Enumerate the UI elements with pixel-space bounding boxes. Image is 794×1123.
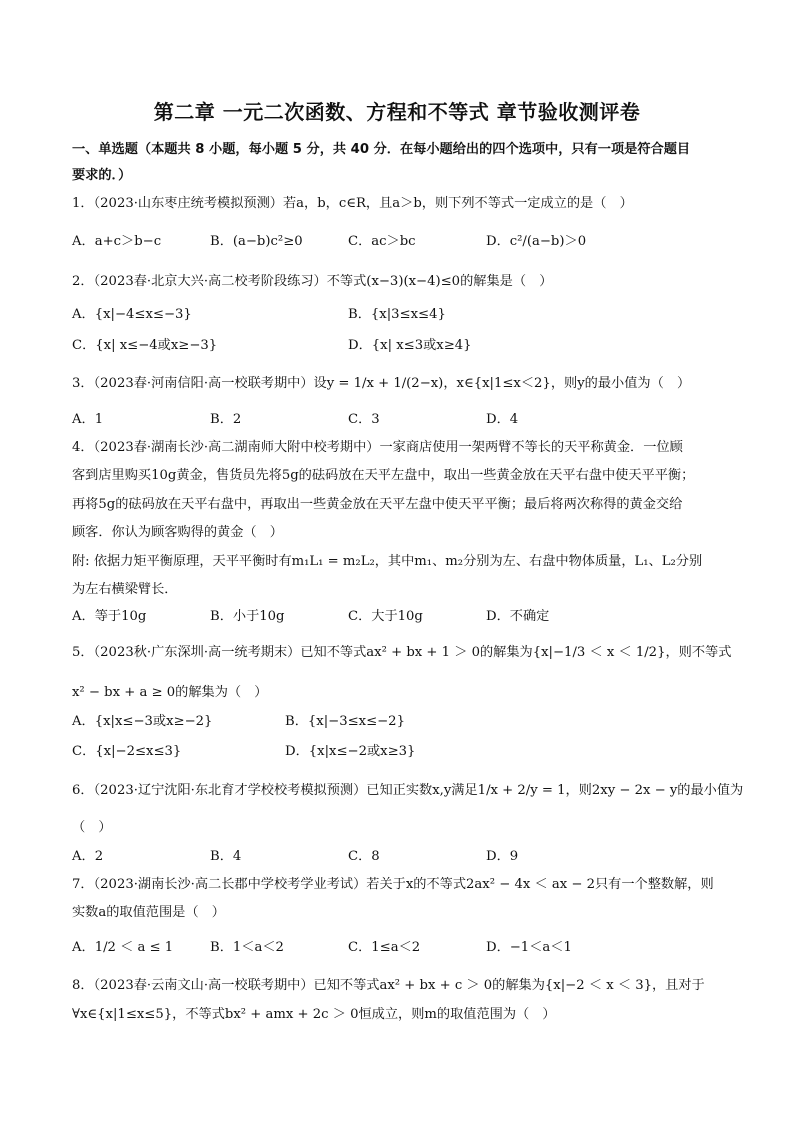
q1-option-c: C．ac＞bc bbox=[348, 234, 416, 249]
question-6-line-1: 6．（2023·辽宁沈阳·东北育才学校校考模拟预测）已知正实数x,y满足1/x + 2/y = 1，则2xy − 2x − y的最小值为 bbox=[72, 783, 744, 798]
q4-option-a: A．等于10g bbox=[72, 609, 147, 624]
q5-option-b: B．{x|−3≤x≤−2} bbox=[285, 714, 405, 729]
q6-option-b: B．4 bbox=[210, 849, 242, 864]
q5-option-c: C．{x|−2≤x≤3} bbox=[72, 744, 182, 759]
q3-option-d: D．4 bbox=[486, 412, 519, 427]
question-4-line-3: 再将5g的砝码放在天平右盘中，再取出一些黄金放在天平左盘中使天平平衡；最后将两次称得的黄金交给 bbox=[72, 497, 683, 512]
question-8-line-1: 8．（2023春·云南文山·高一校联考期中）已知不等式ax² + bx + c ＞ 0的解集为{x|−2 ＜ x ＜ 3}，且对于 bbox=[72, 978, 705, 993]
q1-option-a: A．a+c＞b−c bbox=[72, 234, 162, 249]
question-4-note-line-2: 为左右横梁臂长． bbox=[72, 582, 178, 597]
question-3-stem: 3．（2023春·河南信阳·高一校联考期中）设y = 1/x + 1/(2−x)，x∈{x|1≤x＜2}，则y的最小值为（ ） bbox=[72, 376, 691, 391]
q7-option-a: A．1/2 ＜ a ≤ 1 bbox=[72, 940, 174, 955]
q2-option-d: D．{x| x≤3或x≥4} bbox=[348, 338, 472, 353]
q5-option-a: A．{x|x≤−3或x≥−2} bbox=[72, 714, 213, 729]
question-2-stem: 2．（2023春·北京大兴·高二校考阶段练习）不等式(x−3)(x−4)≤0的解集是（ ） bbox=[72, 274, 553, 289]
q3-option-c: C．3 bbox=[348, 412, 380, 427]
question-7-line-1: 7．（2023·湖南长沙·高二长郡中学校考学业考试）若关于x的不等式2ax² − 4x ＜ ax − 2只有一个整数解，则 bbox=[72, 877, 714, 892]
q2-option-b: B．{x|3≤x≤4} bbox=[348, 307, 446, 322]
question-7-line-2: 实数a的取值范围是（ ） bbox=[72, 905, 225, 920]
q4-option-b: B．小于10g bbox=[210, 609, 285, 624]
page-title: 第二章 一元二次函数、方程和不等式 章节验收测评卷 bbox=[153, 100, 641, 124]
q3-option-a: A．1 bbox=[72, 412, 104, 427]
q7-option-c: C．1≤a＜2 bbox=[348, 940, 421, 955]
q7-option-d: D．−1＜a＜1 bbox=[486, 940, 572, 955]
question-4-line-1: 4．（2023春·湖南长沙·高二湖南师大附中校考期中）一家商店使用一架两臂不等长的天平称黄金．一位顾 bbox=[72, 440, 683, 455]
q1-option-d: D．c²/(a−b)＞0 bbox=[486, 234, 587, 249]
q7-option-b: B．1＜a＜2 bbox=[210, 940, 284, 955]
question-4-line-4: 顾客．你认为顾客购得的黄金（ ） bbox=[72, 525, 283, 540]
q1-option-b: B．(a−b)c²≥0 bbox=[210, 234, 303, 249]
question-1-stem: 1．（2023·山东枣庄统考模拟预测）若a，b，c∈R，且a＞b，则下列不等式一定成立的是（ ） bbox=[72, 196, 633, 211]
q5-option-d: D．{x|x≤−2或x≥3} bbox=[285, 744, 416, 759]
q6-option-a: A．2 bbox=[72, 849, 104, 864]
question-8-line-2: ∀x∈{x|1≤x≤5}，不等式bx² + amx + 2c ＞ 0恒成立，则m的取值范围为（ ） bbox=[72, 1007, 556, 1022]
q6-option-c: C．8 bbox=[348, 849, 380, 864]
question-5-line-2: x² − bx + a ≥ 0的解集为（ ） bbox=[72, 685, 268, 700]
question-5-line-1: 5．（2023秋·广东深圳·高一统考期末）已知不等式ax² + bx + 1 ＞ 0的解集为{x|−1/3 ＜ x ＜ 1/2}，则不等式 bbox=[72, 645, 732, 660]
question-4-line-2: 客到店里购买10g黄金，售货员先将5g的砝码放在天平左盘中，取出一些黄金放在天平右盘中使天平平衡； bbox=[72, 468, 695, 483]
question-4-note-line-1: 附: 依据力矩平衡原理，天平平衡时有m₁L₁ = m₂L₂，其中m₁、m₂分别为左、右盘中物体质量，L₁、L₂分别 bbox=[72, 554, 703, 569]
q2-option-c: C．{x| x≤−4或x≥−3} bbox=[72, 338, 218, 353]
q3-option-b: B．2 bbox=[210, 412, 242, 427]
q2-option-a: A．{x|−4≤x≤−3} bbox=[72, 307, 192, 322]
section-heading-line-2: 要求的．） bbox=[72, 168, 132, 183]
question-6-line-2: （ ） bbox=[72, 820, 112, 835]
section-heading-line-1: 一、单选题（本题共 8 小题，每小题 5 分，共 40 分．在每小题给出的四个选项中，只有一项是符合题目 bbox=[72, 142, 691, 157]
q4-option-c: C．大于10g bbox=[348, 609, 423, 624]
q4-option-d: D．不确定 bbox=[486, 609, 550, 624]
q6-option-d: D．9 bbox=[486, 849, 519, 864]
